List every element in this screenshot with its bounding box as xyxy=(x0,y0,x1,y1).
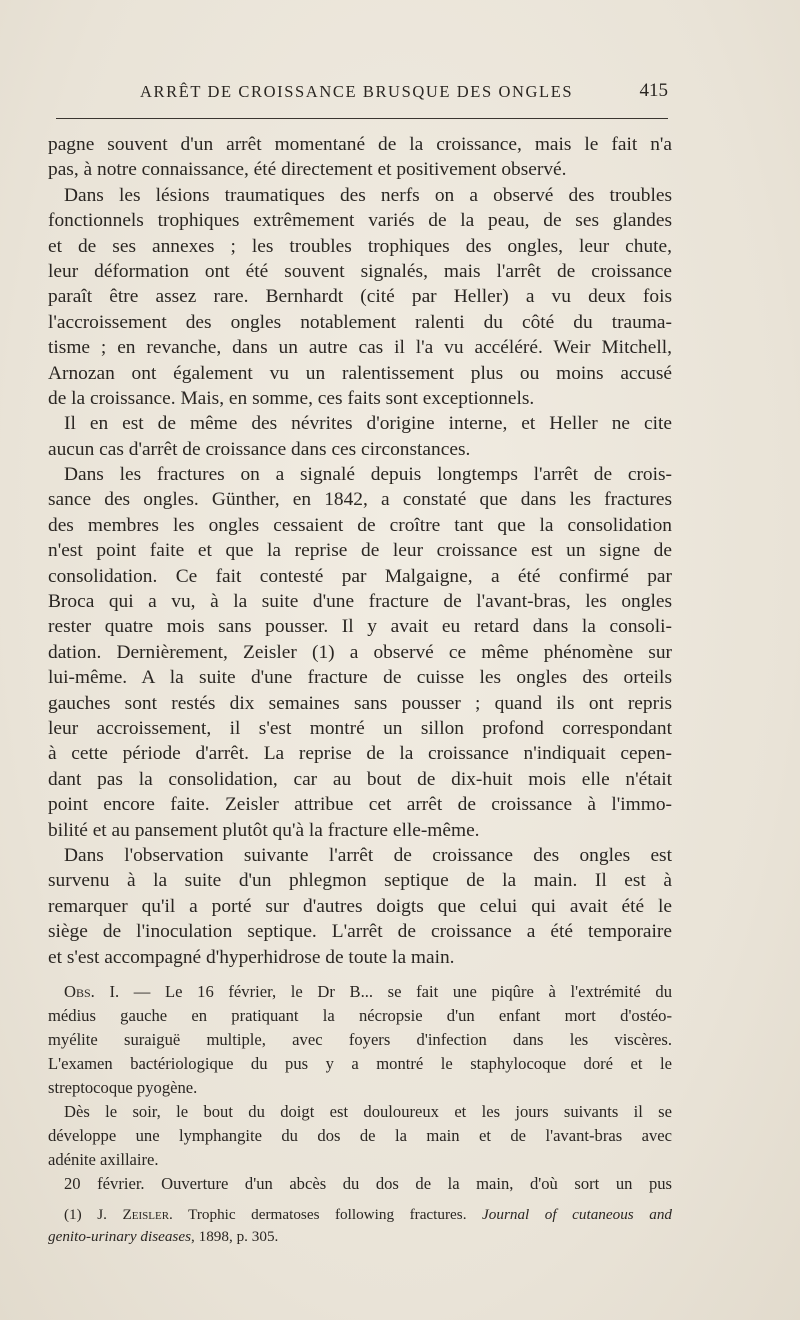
footnote-title: Trophic dermatoses following fractures. xyxy=(172,1205,483,1223)
text-line: sance des ongles. Günther, en 1842, a constaté que dans les fractures xyxy=(48,489,672,511)
footnote-author: Zeisler. xyxy=(122,1205,173,1223)
text-line: fonctionnels trophiques extrêmement variés de la peau, de ses glandes xyxy=(48,210,672,232)
text-line: pagne souvent d'un arrêt momentané de la croissance, mais le fait n'a xyxy=(48,134,672,155)
text-line: leur accroissement, il s'est montré un sillon profond correspondant xyxy=(48,717,672,739)
text-line: Arnozan ont également vu un ralentissement plus ou moins accusé xyxy=(48,362,672,384)
observation-label: Obs. I. xyxy=(64,981,120,1001)
footnote-journal: Journal of cutaneous and xyxy=(482,1205,672,1223)
observation-line: streptocoque pyogène. xyxy=(48,1077,198,1097)
footnote-journal-cont: genito-urinary diseases xyxy=(48,1227,191,1245)
observation-block xyxy=(48,980,672,1196)
text-line: point encore faite. Zeisler attribue cet arrêt de croissance à l'immo- xyxy=(48,794,672,816)
observation-line: médius gauche en pratiquant la nécropsie d'un enfant mort d'ostéo- xyxy=(48,1005,672,1025)
text-line: Dans l'observation suivante l'arrêt de croissance des ongles est xyxy=(64,844,672,866)
running-title: ARRÊT DE CROISSANCE BRUSQUE DES ONGLES xyxy=(140,82,574,101)
observation-line: Obs. I. — Le 16 février, le Dr B... se fait une piqûre à l'extrémité du xyxy=(64,981,672,1001)
text-line: et s'est accompagné d'hyperhidrose de toute la main. xyxy=(48,946,455,968)
text-line: Il en est de même des névrites d'origine interne, et Heller ne cite xyxy=(64,413,672,435)
text-line: leur déformation ont été souvent signalés, mais l'arrêt de croissance xyxy=(48,260,672,282)
text-line: consolidation. Ce fait contesté par Malgaigne, a été confirmé par xyxy=(48,565,672,587)
text-line: à cette période d'arrêt. La reprise de la croissance n'indiquait cepen- xyxy=(48,743,672,765)
page-header xyxy=(56,78,668,108)
text-line: et de ses annexes ; les troubles trophiques des ongles, leur chute, xyxy=(48,235,672,257)
text-line: survenu à la suite d'un phlegmon septique de la main. Il est à xyxy=(48,870,672,892)
text-line: de la croissance. Mais, en somme, ces faits sont exceptionnels. xyxy=(48,387,535,409)
text-line: paraît être assez rare. Bernhardt (cité par Heller) a vu deux fois xyxy=(48,286,672,308)
text-line: bilité et au pansement plutôt qu'à la fracture elle-même. xyxy=(48,819,480,841)
text-line: gauches sont restés dix semaines sans pousser ; quand ils ont repris xyxy=(48,692,672,714)
text-line: aucun cas d'arrêt de croissance dans ces circonstances. xyxy=(48,438,471,460)
observation-line: 20 février. Ouverture d'un abcès du dos de la main, d'où sort un pus xyxy=(64,1173,672,1193)
observation-line: L'examen bactériologique du pus y a montré le staphylocoque doré et le xyxy=(48,1053,672,1073)
footnote-tail: , 1898, p. 305. xyxy=(191,1227,279,1245)
page-number: 415 xyxy=(639,80,668,101)
header-rule xyxy=(56,118,668,119)
text-line: siège de l'inoculation septique. L'arrêt de croissance a été temporaire xyxy=(48,921,672,943)
text-line: pas, à notre connaissance, été directement et positivement observé. xyxy=(48,159,567,181)
footnote xyxy=(48,1204,672,1248)
body-text xyxy=(48,132,672,1248)
text-line: tisme ; en revanche, dans un autre cas il l'a vu accéléré. Weir Mitchell, xyxy=(48,337,672,359)
text-line: remarquer qu'il a porté sur d'autres doigts que celui qui avait été le xyxy=(48,895,672,917)
text-line: lui-même. A la suite d'une fracture de cuisse les ongles des orteils xyxy=(48,667,672,689)
text-line: dation. Dernièrement, Zeisler (1) a observé ce même phénomène sur xyxy=(48,641,672,663)
text-line: Dans les fractures on a signalé depuis longtemps l'arrêt de crois- xyxy=(64,464,672,486)
text-line: rester quatre mois sans pousser. Il y avait eu retard dans la consoli- xyxy=(48,616,672,638)
footnote-line xyxy=(48,1226,672,1248)
observation-line: adénite axillaire. xyxy=(48,1149,159,1169)
observation-line: développe une lymphangite du dos de la main et de l'avant-bras avec xyxy=(48,1125,672,1145)
footnote-line xyxy=(48,1204,672,1226)
text-line: Broca qui a vu, à la suite d'une fracture de l'avant-bras, les ongles xyxy=(48,591,672,613)
text-line: n'est point faite et que la reprise de leur croissance est un signe de xyxy=(48,540,672,562)
text-line: l'accroissement des ongles notablement ralenti du côté du trauma- xyxy=(48,311,672,333)
text-line: Dans les lésions traumatiques des nerfs on a observé des troubles xyxy=(64,184,672,206)
text-line: des membres les ongles cessaient de croître tant que la consolidation xyxy=(48,514,672,536)
text-line: dant pas la consolidation, car au bout de dix-huit mois elle n'était xyxy=(48,768,672,790)
observation-line: myélite suraiguë multiple, avec foyers d'infection dans les viscères. xyxy=(48,1029,672,1049)
observation-line: Dès le soir, le bout du doigt est douloureux et les jours suivants il se xyxy=(64,1101,672,1121)
footnote-marker: (1) J. xyxy=(64,1205,107,1223)
